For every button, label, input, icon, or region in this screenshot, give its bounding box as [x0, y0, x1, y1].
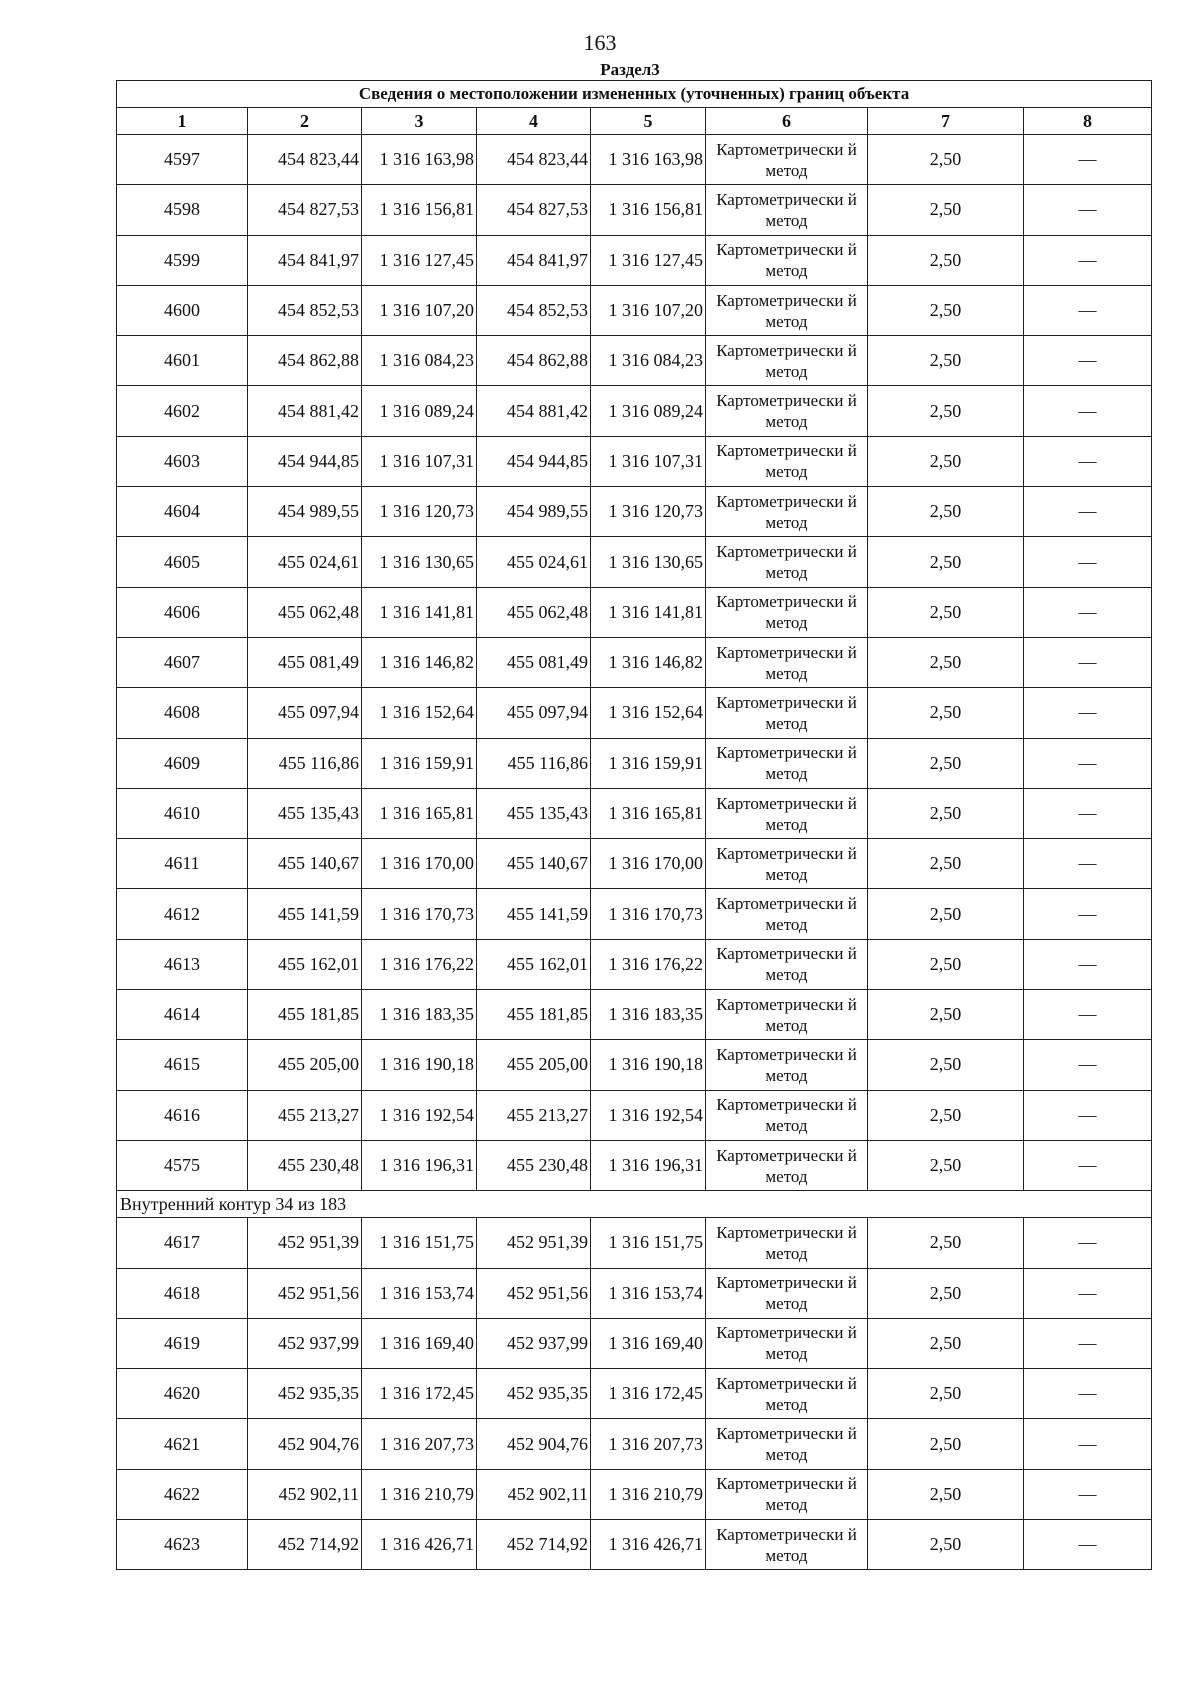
- x-new-cell: 455 116,86: [477, 738, 591, 788]
- y-new-cell: 1 316 130,65: [591, 537, 706, 587]
- description-cell: —: [1024, 688, 1152, 738]
- section-title: Раздел3: [600, 60, 660, 79]
- x-old-cell: 452 714,92: [248, 1520, 362, 1570]
- description-cell: —: [1024, 1040, 1152, 1090]
- x-old-cell: 454 989,55: [248, 487, 362, 537]
- x-old-cell: 454 841,97: [248, 235, 362, 285]
- table-body: [117, 135, 1152, 1570]
- point-id-cell: 4611: [117, 839, 248, 889]
- x-old-cell: 454 827,53: [248, 185, 362, 235]
- y-new-cell: 1 316 084,23: [591, 336, 706, 386]
- y-new-cell: 1 316 210,79: [591, 1469, 706, 1519]
- method-cell: Картометрически й метод: [706, 537, 868, 587]
- method-cell: Картометрически й метод: [706, 1140, 868, 1190]
- point-id-cell: 4620: [117, 1369, 248, 1419]
- y-old-cell: 1 316 089,24: [362, 386, 477, 436]
- point-id-cell: 4608: [117, 688, 248, 738]
- column-header: 8: [1024, 108, 1152, 135]
- method-cell: Картометрически й метод: [706, 688, 868, 738]
- description-cell: —: [1024, 738, 1152, 788]
- x-new-cell: 455 140,67: [477, 839, 591, 889]
- y-new-cell: 1 316 192,54: [591, 1090, 706, 1140]
- x-new-cell: 454 852,53: [477, 285, 591, 335]
- method-cell: Картометрически й метод: [706, 1040, 868, 1090]
- table-row: [117, 386, 1152, 436]
- accuracy-cell: 2,50: [868, 889, 1024, 939]
- y-new-cell: 1 316 159,91: [591, 738, 706, 788]
- method-cell: Картометрически й метод: [706, 386, 868, 436]
- point-id-cell: 4609: [117, 738, 248, 788]
- y-new-cell: 1 316 207,73: [591, 1419, 706, 1469]
- x-old-cell: 452 904,76: [248, 1419, 362, 1469]
- table-row: [117, 487, 1152, 537]
- x-old-cell: 455 230,48: [248, 1140, 362, 1190]
- y-new-cell: 1 316 153,74: [591, 1268, 706, 1318]
- table-row: [117, 1268, 1152, 1318]
- point-id-cell: 4602: [117, 386, 248, 436]
- method-cell: Картометрически й метод: [706, 487, 868, 537]
- y-old-cell: 1 316 151,75: [362, 1218, 477, 1268]
- y-old-cell: 1 316 426,71: [362, 1520, 477, 1570]
- y-new-cell: 1 316 183,35: [591, 990, 706, 1040]
- point-id-cell: 4604: [117, 487, 248, 537]
- x-new-cell: 454 823,44: [477, 135, 591, 185]
- y-old-cell: 1 316 176,22: [362, 939, 477, 989]
- y-old-cell: 1 316 159,91: [362, 738, 477, 788]
- x-old-cell: 454 862,88: [248, 336, 362, 386]
- x-new-cell: 452 714,92: [477, 1520, 591, 1570]
- x-new-cell: 455 135,43: [477, 788, 591, 838]
- table-row: [117, 1369, 1152, 1419]
- boundary-coordinates-table: [116, 80, 1152, 1570]
- y-new-cell: 1 316 169,40: [591, 1318, 706, 1368]
- table-row: [117, 1040, 1152, 1090]
- table-row: [117, 336, 1152, 386]
- point-id-cell: 4612: [117, 889, 248, 939]
- point-id-cell: 4606: [117, 587, 248, 637]
- y-new-cell: 1 316 426,71: [591, 1520, 706, 1570]
- description-cell: —: [1024, 889, 1152, 939]
- method-cell: Картометрически й метод: [706, 889, 868, 939]
- accuracy-cell: 2,50: [868, 1090, 1024, 1140]
- description-cell: —: [1024, 1218, 1152, 1268]
- y-new-cell: 1 316 146,82: [591, 637, 706, 687]
- table-row: [117, 1218, 1152, 1268]
- x-old-cell: 452 902,11: [248, 1469, 362, 1519]
- method-cell: Картометрически й метод: [706, 637, 868, 687]
- table-row: [117, 1140, 1152, 1190]
- method-cell: Картометрически й метод: [706, 1520, 868, 1570]
- column-header: 5: [591, 108, 706, 135]
- x-old-cell: 455 213,27: [248, 1090, 362, 1140]
- point-id-cell: 4622: [117, 1469, 248, 1519]
- x-new-cell: 452 935,35: [477, 1369, 591, 1419]
- description-cell: —: [1024, 235, 1152, 285]
- accuracy-cell: 2,50: [868, 688, 1024, 738]
- method-cell: Картометрически й метод: [706, 1369, 868, 1419]
- y-old-cell: 1 316 107,20: [362, 285, 477, 335]
- x-new-cell: 454 827,53: [477, 185, 591, 235]
- accuracy-cell: 2,50: [868, 839, 1024, 889]
- y-old-cell: 1 316 163,98: [362, 135, 477, 185]
- point-id-cell: 4618: [117, 1268, 248, 1318]
- table-row: [117, 939, 1152, 989]
- point-id-cell: 4614: [117, 990, 248, 1040]
- x-old-cell: 455 140,67: [248, 839, 362, 889]
- x-old-cell: 455 141,59: [248, 889, 362, 939]
- table-row: [117, 1318, 1152, 1368]
- y-new-cell: 1 316 120,73: [591, 487, 706, 537]
- y-new-cell: 1 316 089,24: [591, 386, 706, 436]
- table-row: [117, 990, 1152, 1040]
- description-cell: —: [1024, 285, 1152, 335]
- x-old-cell: 452 951,56: [248, 1268, 362, 1318]
- x-new-cell: 452 951,39: [477, 1218, 591, 1268]
- description-cell: —: [1024, 1520, 1152, 1570]
- accuracy-cell: 2,50: [868, 1218, 1024, 1268]
- accuracy-cell: 2,50: [868, 336, 1024, 386]
- description-cell: —: [1024, 487, 1152, 537]
- y-new-cell: 1 316 190,18: [591, 1040, 706, 1090]
- y-new-cell: 1 316 165,81: [591, 788, 706, 838]
- y-new-cell: 1 316 176,22: [591, 939, 706, 989]
- table-row: [117, 235, 1152, 285]
- column-header: 4: [477, 108, 591, 135]
- point-id-cell: 4619: [117, 1318, 248, 1368]
- point-id-cell: 4600: [117, 285, 248, 335]
- table-row: [117, 1469, 1152, 1519]
- point-id-cell: 4616: [117, 1090, 248, 1140]
- y-old-cell: 1 316 084,23: [362, 336, 477, 386]
- x-new-cell: 454 944,85: [477, 436, 591, 486]
- x-old-cell: 455 024,61: [248, 537, 362, 587]
- x-old-cell: 452 935,35: [248, 1369, 362, 1419]
- accuracy-cell: 2,50: [868, 1040, 1024, 1090]
- method-cell: Картометрически й метод: [706, 587, 868, 637]
- point-id-cell: 4613: [117, 939, 248, 989]
- x-new-cell: 454 989,55: [477, 487, 591, 537]
- y-new-cell: 1 316 170,00: [591, 839, 706, 889]
- accuracy-cell: 2,50: [868, 285, 1024, 335]
- point-id-cell: 4610: [117, 788, 248, 838]
- point-id-cell: 4607: [117, 637, 248, 687]
- y-old-cell: 1 316 156,81: [362, 185, 477, 235]
- accuracy-cell: 2,50: [868, 587, 1024, 637]
- method-cell: Картометрически й метод: [706, 336, 868, 386]
- table-row: [117, 1419, 1152, 1469]
- x-new-cell: 455 024,61: [477, 537, 591, 587]
- x-new-cell: 452 937,99: [477, 1318, 591, 1368]
- y-new-cell: 1 316 196,31: [591, 1140, 706, 1190]
- page-number: 163: [583, 30, 617, 55]
- description-cell: —: [1024, 537, 1152, 587]
- table-row: [117, 738, 1152, 788]
- y-old-cell: 1 316 170,73: [362, 889, 477, 939]
- x-old-cell: 455 097,94: [248, 688, 362, 738]
- method-cell: Картометрически й метод: [706, 939, 868, 989]
- description-cell: —: [1024, 1268, 1152, 1318]
- y-old-cell: 1 316 146,82: [362, 637, 477, 687]
- description-cell: —: [1024, 637, 1152, 687]
- x-new-cell: 454 881,42: [477, 386, 591, 436]
- method-cell: Картометрически й метод: [706, 1419, 868, 1469]
- description-cell: —: [1024, 839, 1152, 889]
- y-old-cell: 1 316 210,79: [362, 1469, 477, 1519]
- method-cell: Картометрически й метод: [706, 1268, 868, 1318]
- x-old-cell: 455 162,01: [248, 939, 362, 989]
- table-row: [117, 839, 1152, 889]
- column-header: 1: [117, 108, 248, 135]
- accuracy-cell: 2,50: [868, 537, 1024, 587]
- x-old-cell: 455 135,43: [248, 788, 362, 838]
- table-row: [117, 788, 1152, 838]
- point-id-cell: 4601: [117, 336, 248, 386]
- x-old-cell: 454 852,53: [248, 285, 362, 335]
- description-cell: —: [1024, 939, 1152, 989]
- description-cell: —: [1024, 1090, 1152, 1140]
- x-old-cell: 452 951,39: [248, 1218, 362, 1268]
- y-old-cell: 1 316 120,73: [362, 487, 477, 537]
- x-new-cell: 455 213,27: [477, 1090, 591, 1140]
- x-new-cell: 455 181,85: [477, 990, 591, 1040]
- method-cell: Картометрически й метод: [706, 1218, 868, 1268]
- point-id-cell: 4617: [117, 1218, 248, 1268]
- table-row: [117, 135, 1152, 185]
- y-old-cell: 1 316 107,31: [362, 436, 477, 486]
- x-new-cell: 455 141,59: [477, 889, 591, 939]
- x-new-cell: 454 862,88: [477, 336, 591, 386]
- description-cell: —: [1024, 336, 1152, 386]
- table-row: [117, 436, 1152, 486]
- accuracy-cell: 2,50: [868, 1469, 1024, 1519]
- y-old-cell: 1 316 130,65: [362, 537, 477, 587]
- y-new-cell: 1 316 163,98: [591, 135, 706, 185]
- y-old-cell: 1 316 152,64: [362, 688, 477, 738]
- description-cell: —: [1024, 1369, 1152, 1419]
- accuracy-cell: 2,50: [868, 1140, 1024, 1190]
- y-old-cell: 1 316 172,45: [362, 1369, 477, 1419]
- point-id-cell: 4605: [117, 537, 248, 587]
- accuracy-cell: 2,50: [868, 1369, 1024, 1419]
- column-header: 7: [868, 108, 1024, 135]
- y-new-cell: 1 316 156,81: [591, 185, 706, 235]
- y-new-cell: 1 316 151,75: [591, 1218, 706, 1268]
- accuracy-cell: 2,50: [868, 990, 1024, 1040]
- x-new-cell: 455 162,01: [477, 939, 591, 989]
- x-new-cell: 455 230,48: [477, 1140, 591, 1190]
- y-old-cell: 1 316 141,81: [362, 587, 477, 637]
- x-new-cell: 452 902,11: [477, 1469, 591, 1519]
- y-old-cell: 1 316 192,54: [362, 1090, 477, 1140]
- x-new-cell: 455 205,00: [477, 1040, 591, 1090]
- accuracy-cell: 2,50: [868, 637, 1024, 687]
- description-cell: —: [1024, 1140, 1152, 1190]
- method-cell: Картометрически й метод: [706, 235, 868, 285]
- x-old-cell: 455 181,85: [248, 990, 362, 1040]
- y-old-cell: 1 316 183,35: [362, 990, 477, 1040]
- description-cell: —: [1024, 1419, 1152, 1469]
- table-row: [117, 285, 1152, 335]
- y-new-cell: 1 316 152,64: [591, 688, 706, 738]
- accuracy-cell: 2,50: [868, 436, 1024, 486]
- method-cell: Картометрически й метод: [706, 839, 868, 889]
- x-old-cell: 455 205,00: [248, 1040, 362, 1090]
- table-row: [117, 1090, 1152, 1140]
- y-old-cell: 1 316 127,45: [362, 235, 477, 285]
- method-cell: Картометрически й метод: [706, 1318, 868, 1368]
- x-old-cell: 455 062,48: [248, 587, 362, 637]
- y-new-cell: 1 316 172,45: [591, 1369, 706, 1419]
- x-old-cell: 454 944,85: [248, 436, 362, 486]
- accuracy-cell: 2,50: [868, 939, 1024, 989]
- description-cell: —: [1024, 185, 1152, 235]
- method-cell: Картометрически й метод: [706, 990, 868, 1040]
- y-old-cell: 1 316 170,00: [362, 839, 477, 889]
- accuracy-cell: 2,50: [868, 1318, 1024, 1368]
- x-new-cell: 455 097,94: [477, 688, 591, 738]
- point-id-cell: 4599: [117, 235, 248, 285]
- method-cell: Картометрически й метод: [706, 185, 868, 235]
- x-old-cell: 454 823,44: [248, 135, 362, 185]
- method-cell: Картометрически й метод: [706, 436, 868, 486]
- x-old-cell: 452 937,99: [248, 1318, 362, 1368]
- accuracy-cell: 2,50: [868, 788, 1024, 838]
- description-cell: —: [1024, 990, 1152, 1040]
- accuracy-cell: 2,50: [868, 1268, 1024, 1318]
- x-new-cell: 455 081,49: [477, 637, 591, 687]
- description-cell: —: [1024, 1318, 1152, 1368]
- table-row: [117, 587, 1152, 637]
- point-id-cell: 4598: [117, 185, 248, 235]
- table-row: [117, 637, 1152, 687]
- column-header: 3: [362, 108, 477, 135]
- description-cell: —: [1024, 436, 1152, 486]
- table-row: [117, 889, 1152, 939]
- accuracy-cell: 2,50: [868, 386, 1024, 436]
- accuracy-cell: 2,50: [868, 1520, 1024, 1570]
- contour-label: Внутренний контур 34 из 183: [117, 1191, 1152, 1218]
- description-cell: —: [1024, 135, 1152, 185]
- y-old-cell: 1 316 153,74: [362, 1268, 477, 1318]
- y-old-cell: 1 316 207,73: [362, 1419, 477, 1469]
- table-row: [117, 688, 1152, 738]
- column-header: 2: [248, 108, 362, 135]
- method-cell: Картометрически й метод: [706, 1469, 868, 1519]
- y-old-cell: 1 316 165,81: [362, 788, 477, 838]
- method-cell: Картометрически й метод: [706, 135, 868, 185]
- x-new-cell: 455 062,48: [477, 587, 591, 637]
- accuracy-cell: 2,50: [868, 185, 1024, 235]
- description-cell: —: [1024, 587, 1152, 637]
- x-old-cell: 455 081,49: [248, 637, 362, 687]
- y-new-cell: 1 316 107,20: [591, 285, 706, 335]
- description-cell: —: [1024, 1469, 1152, 1519]
- method-cell: Картометрически й метод: [706, 1090, 868, 1140]
- y-new-cell: 1 316 107,31: [591, 436, 706, 486]
- accuracy-cell: 2,50: [868, 1419, 1024, 1469]
- point-id-cell: 4603: [117, 436, 248, 486]
- accuracy-cell: 2,50: [868, 235, 1024, 285]
- method-cell: Картометрически й метод: [706, 788, 868, 838]
- accuracy-cell: 2,50: [868, 487, 1024, 537]
- point-id-cell: 4623: [117, 1520, 248, 1570]
- point-id-cell: 4575: [117, 1140, 248, 1190]
- point-id-cell: 4621: [117, 1419, 248, 1469]
- method-cell: Картометрически й метод: [706, 738, 868, 788]
- y-new-cell: 1 316 141,81: [591, 587, 706, 637]
- y-old-cell: 1 316 169,40: [362, 1318, 477, 1368]
- x-old-cell: 454 881,42: [248, 386, 362, 436]
- table-caption: Сведения о местоположении измененных (уточненных) границ объекта: [117, 81, 1152, 108]
- y-old-cell: 1 316 190,18: [362, 1040, 477, 1090]
- y-new-cell: 1 316 127,45: [591, 235, 706, 285]
- description-cell: —: [1024, 386, 1152, 436]
- x-new-cell: 452 904,76: [477, 1419, 591, 1469]
- x-old-cell: 455 116,86: [248, 738, 362, 788]
- accuracy-cell: 2,50: [868, 135, 1024, 185]
- contour-row: [117, 1191, 1152, 1218]
- y-new-cell: 1 316 170,73: [591, 889, 706, 939]
- x-new-cell: 454 841,97: [477, 235, 591, 285]
- table-row: [117, 1520, 1152, 1570]
- accuracy-cell: 2,50: [868, 738, 1024, 788]
- column-header: 6: [706, 108, 868, 135]
- y-old-cell: 1 316 196,31: [362, 1140, 477, 1190]
- point-id-cell: 4615: [117, 1040, 248, 1090]
- method-cell: Картометрически й метод: [706, 285, 868, 335]
- x-new-cell: 452 951,56: [477, 1268, 591, 1318]
- table-row: [117, 185, 1152, 235]
- table-row: [117, 537, 1152, 587]
- description-cell: —: [1024, 788, 1152, 838]
- point-id-cell: 4597: [117, 135, 248, 185]
